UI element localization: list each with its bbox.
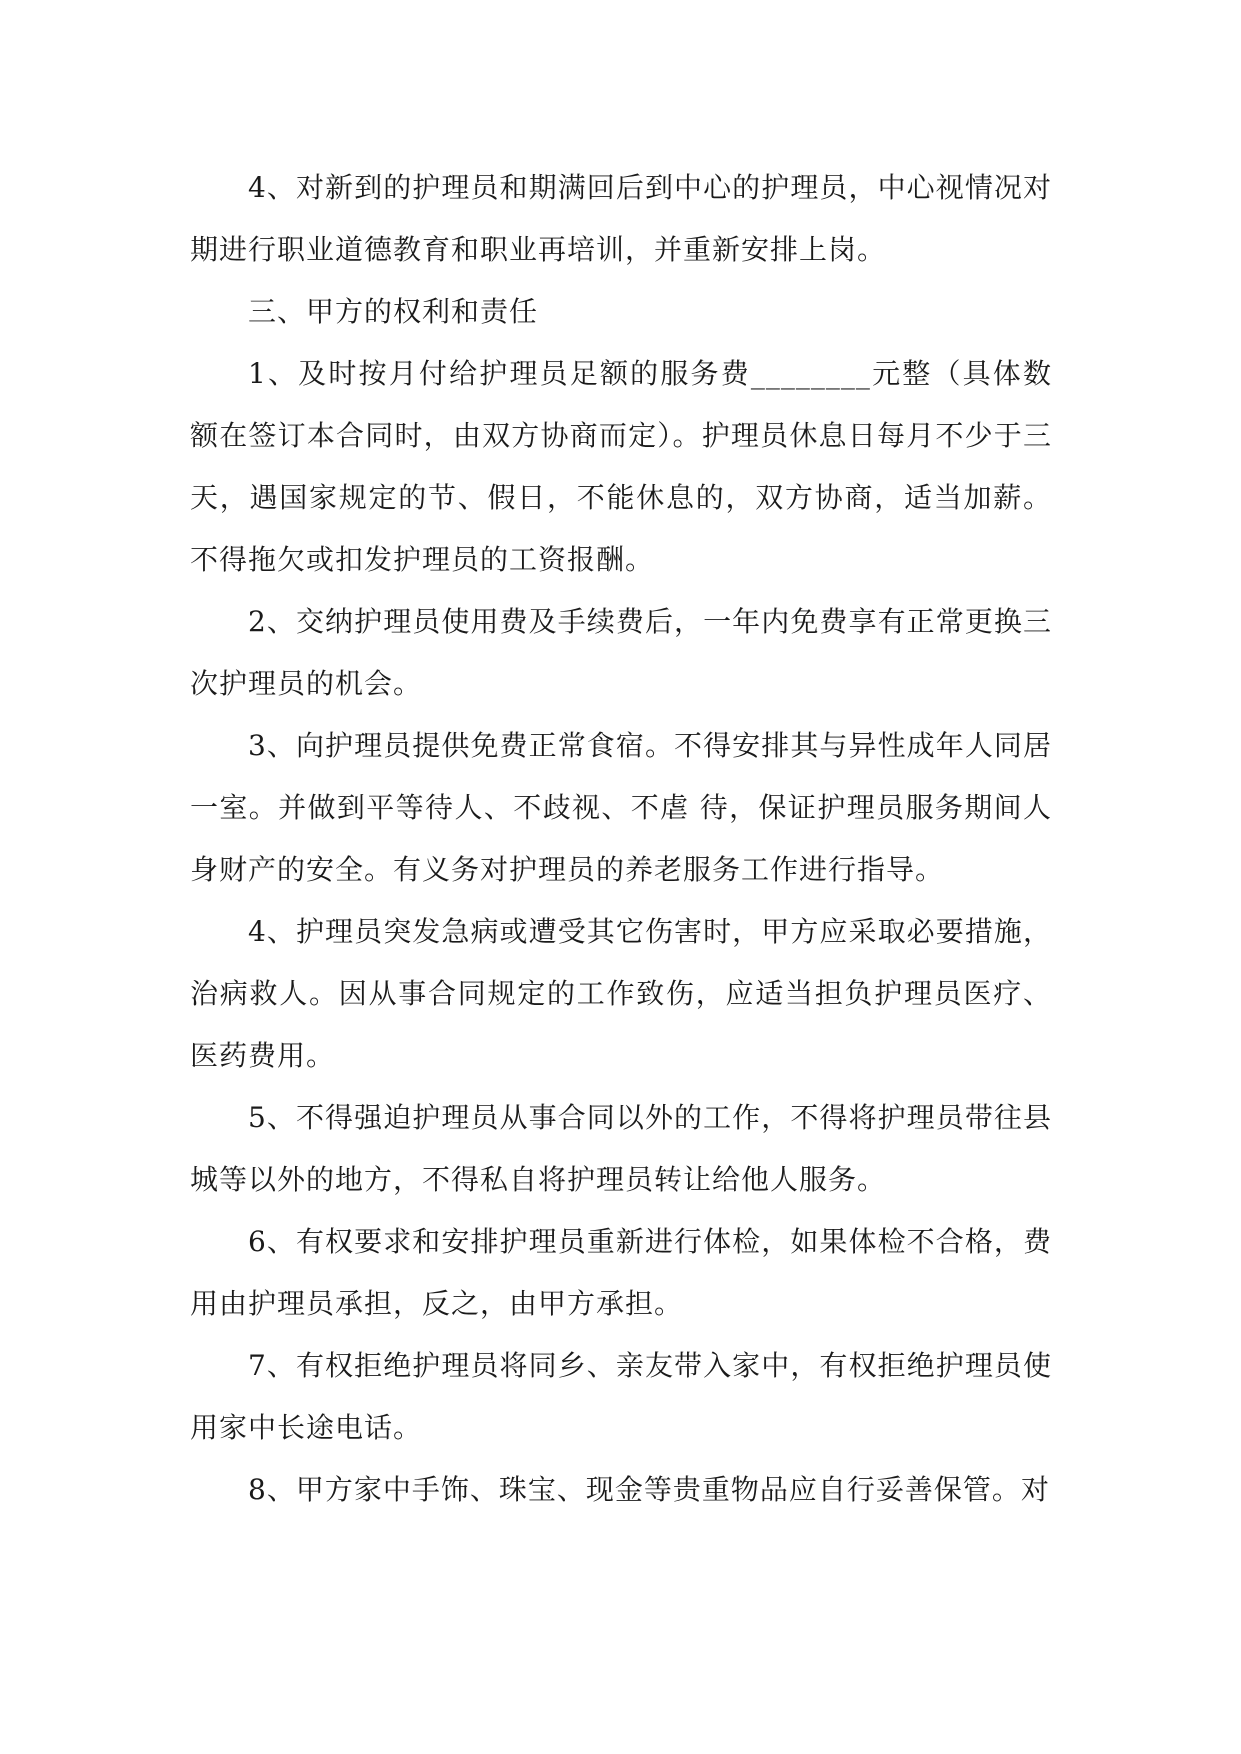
paragraph-illness-injury: 4、护理员突发急病或遭受其它伤害时，甲方应采取必要措施，治病救人。因从事合同规定的工作致伤，应适当担负护理员医疗、医药费用。 — [190, 915, 1052, 1072]
section-heading-party-a-rights: 三、甲方的权利和责任 — [248, 295, 539, 328]
paragraph-service-fee: 1、及时按月付给护理员足额的服务费________元整（具体数额在签订本合同时，由双方协商而定）。护理员休息日每月不少于三天，遇国家规定的节、假日，不能休息的，双方协商，适当加薪。不得拖欠或扣发护理员的工资报酬。 — [190, 357, 1052, 576]
paragraph-no-forced-work: 5、不得强迫护理员从事合同以外的工作，不得将护理员带往县城等以外的地方，不得私自将护理员转让给他人服务。 — [190, 1101, 1052, 1196]
paragraph-valuables: 8、甲方家中手饰、珠宝、现金等贵重物品应自行妥善保管。对 — [248, 1473, 1050, 1506]
document-body — [190, 157, 1052, 1521]
paragraph-visitors-phone: 7、有权拒绝护理员将同乡、亲友带入家中，有权拒绝护理员使用家中长途电话。 — [190, 1349, 1052, 1444]
paragraph-food-lodging: 3、向护理员提供免费正常食宿。不得安排其与异性成年人同居一室。并做到平等待人、不歧视、不虐 待，保证护理员服务期间人身财产的安全。有义务对护理员的养老服务工作进行指导。 — [190, 729, 1052, 886]
paragraph-health-check: 6、有权要求和安排护理员重新进行体检，如果体检不合格，费用由护理员承担，反之，由甲方承担。 — [190, 1225, 1052, 1320]
paragraph-staff-retraining: 4、对新到的护理员和期满回后到中心的护理员，中心视情况对期进行职业道德教育和职业再培训，并重新安排上岗。 — [190, 171, 1052, 266]
paragraph-replacement: 2、交纳护理员使用费及手续费后，一年内免费享有正常更换三次护理员的机会。 — [190, 605, 1052, 700]
